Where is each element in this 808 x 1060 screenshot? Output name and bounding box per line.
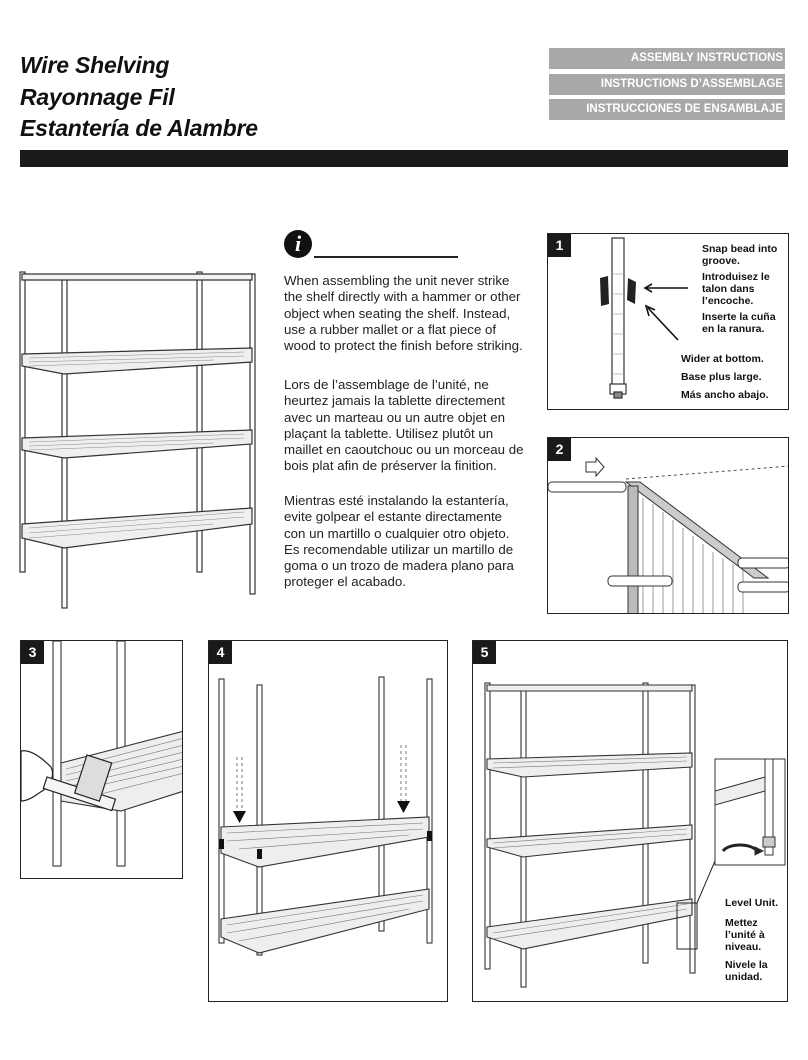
step-5-note-3: Nivele la unidad. [725,959,768,983]
tab-instrucciones-ensamblaje: INSTRUCCIONES DE ENSAMBLAJE [549,99,785,120]
step-1-note-1: Snap bead into groove. [702,243,778,267]
step-1-note-5: Base plus large. [681,371,762,383]
shelf-seating-illustration [548,438,789,614]
step-1-note-4: Wider at bottom. [681,353,764,365]
title-spanish: Estantería de Alambre [20,115,258,141]
shelving-unit-illustration [14,262,264,612]
step-number: 2 [548,438,571,461]
step-5-note-1: Level Unit. [725,897,779,909]
step-1-note-3: Inserte la cuña en la ranura. [702,311,776,335]
title-english: Wire Shelving [20,52,170,78]
step-5-note-2: Mettez l’unité à niveau. [725,917,765,953]
info-paragraph-french: Lors de l’assemblage de l’unité, ne heurtez jamais la tablette directement avec un marteau ou un autre objet en plaçant la tablette. Utilisez plutôt un maillet en caoutchouc ou un morceau de bois plat afin de préserver la finition. [284,377,524,474]
step-5-panel [472,640,788,1002]
step-1-note-6: Más ancho abajo. [681,389,769,401]
info-paragraph-spanish: Mientras esté instalando la estantería, evite golpear el estante directamente con un martillo o cualquier otro objeto. Es recomendable utilizar un martillo de goma o un trozo de madera plano para proteger el acabado. [284,493,514,590]
step-1-note-2: Introduisez le talon dans l’encoche. [702,271,770,307]
step-4-panel [208,640,448,1002]
step-1-panel [547,233,789,410]
info-paragraph-english: When assembling the unit never strike the shelf directly with a hammer or other object when seating the shelf. Instead, use a rubber mallet or a flat piece of wood to protect the finish before striking. [284,273,523,354]
post-sleeve-illustration [548,234,708,410]
step-number: 5 [473,641,496,664]
step-number: 4 [209,641,232,664]
header-divider-bar [20,150,788,167]
step-number: 1 [548,234,571,257]
tab-assembly-instructions: ASSEMBLY INSTRUCTIONS [549,48,785,69]
step-number: 3 [21,641,44,664]
step-3-panel [20,640,183,879]
info-icon: i [284,230,312,258]
step-2-panel [547,437,789,614]
tab-instructions-assemblage: INSTRUCTIONS D’ASSEMBLAGE [549,74,785,95]
shelf-lowering-illustration [209,641,448,1002]
info-rule [314,256,458,258]
mallet-tapping-illustration [21,641,183,879]
title-french: Rayonnage Fil [20,84,175,110]
